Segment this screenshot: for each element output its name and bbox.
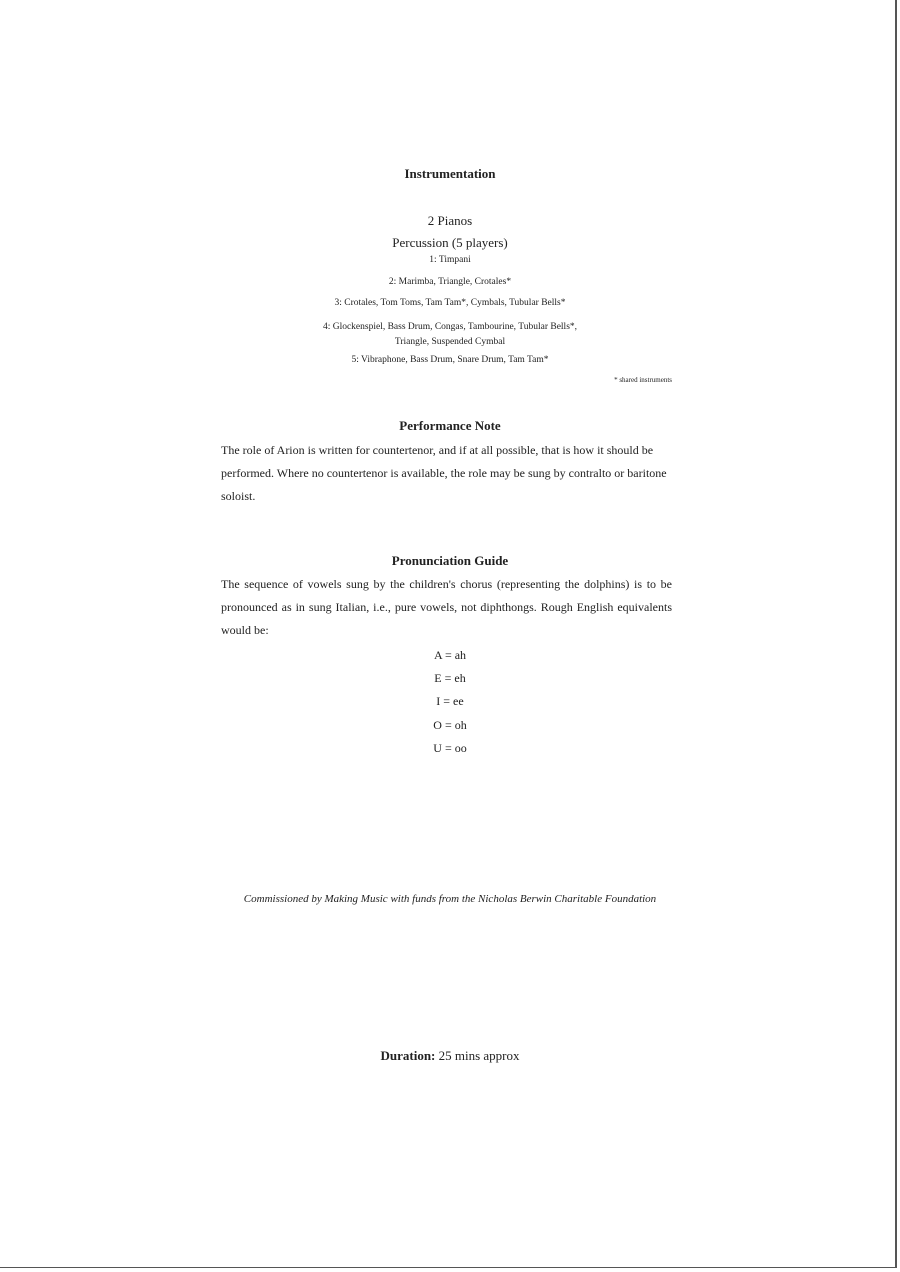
percussion-player-2: 2: Marimba, Triangle, Crotales* bbox=[388, 277, 512, 287]
pronunciation-guide-body: The sequence of vowels sung by the children's chorus (representing the dolphins) is to be pronounced as in sung Italian, i.e., pure vowels, not diphthongs. Rough English equivalents would be: bbox=[221, 577, 672, 637]
instrumentation-heading: Instrumentation bbox=[404, 166, 496, 181]
vowel-u: U = oo bbox=[433, 740, 467, 755]
performance-note-body: The role of Arion is written for countertenor, and if at all possible, that is how it should be performed. Where no countertenor is available, the role may be sung by contralto or baritone soloist. bbox=[221, 443, 667, 503]
performance-note-heading: Performance Note bbox=[399, 418, 501, 433]
vowel-list bbox=[0, 644, 900, 760]
vowel-a: A = ah bbox=[433, 648, 467, 662]
percussion-player-4 bbox=[0, 320, 900, 350]
percussion-player-4-line-2: Triangle, Suspended Cymbal bbox=[394, 337, 506, 347]
vowel-o: O = oh bbox=[433, 717, 467, 732]
pianos-line: 2 Pianos bbox=[427, 213, 473, 228]
duration-line bbox=[0, 1048, 900, 1064]
percussion-player-5: 5: Vibraphone, Bass Drum, Snare Drum, Tam Tam* bbox=[351, 355, 549, 365]
duration-value: 25 mins approx bbox=[438, 1048, 520, 1063]
duration-label: Duration: bbox=[380, 1048, 436, 1063]
percussion-player-4-line-1: 4: Glockenspiel, Bass Drum, Congas, Tambourine, Tubular Bells*, bbox=[322, 322, 578, 332]
percussion-player-3: 3: Crotales, Tom Toms, Tam Tam*, Cymbals, Tubular Bells* bbox=[334, 298, 566, 308]
vowel-e: E = eh bbox=[434, 671, 466, 686]
shared-instruments-footnote: * shared instruments bbox=[614, 376, 672, 384]
pronunciation-guide-heading: Pronunciation Guide bbox=[391, 553, 509, 568]
percussion-player-1: 1: Timpani bbox=[429, 255, 471, 265]
vowel-i: I = ee bbox=[436, 694, 464, 709]
percussion-heading: Percussion (5 players) bbox=[392, 235, 508, 250]
commission-credit: Commissioned by Making Music with funds from the Nicholas Berwin Charitable Foundation bbox=[243, 893, 657, 905]
